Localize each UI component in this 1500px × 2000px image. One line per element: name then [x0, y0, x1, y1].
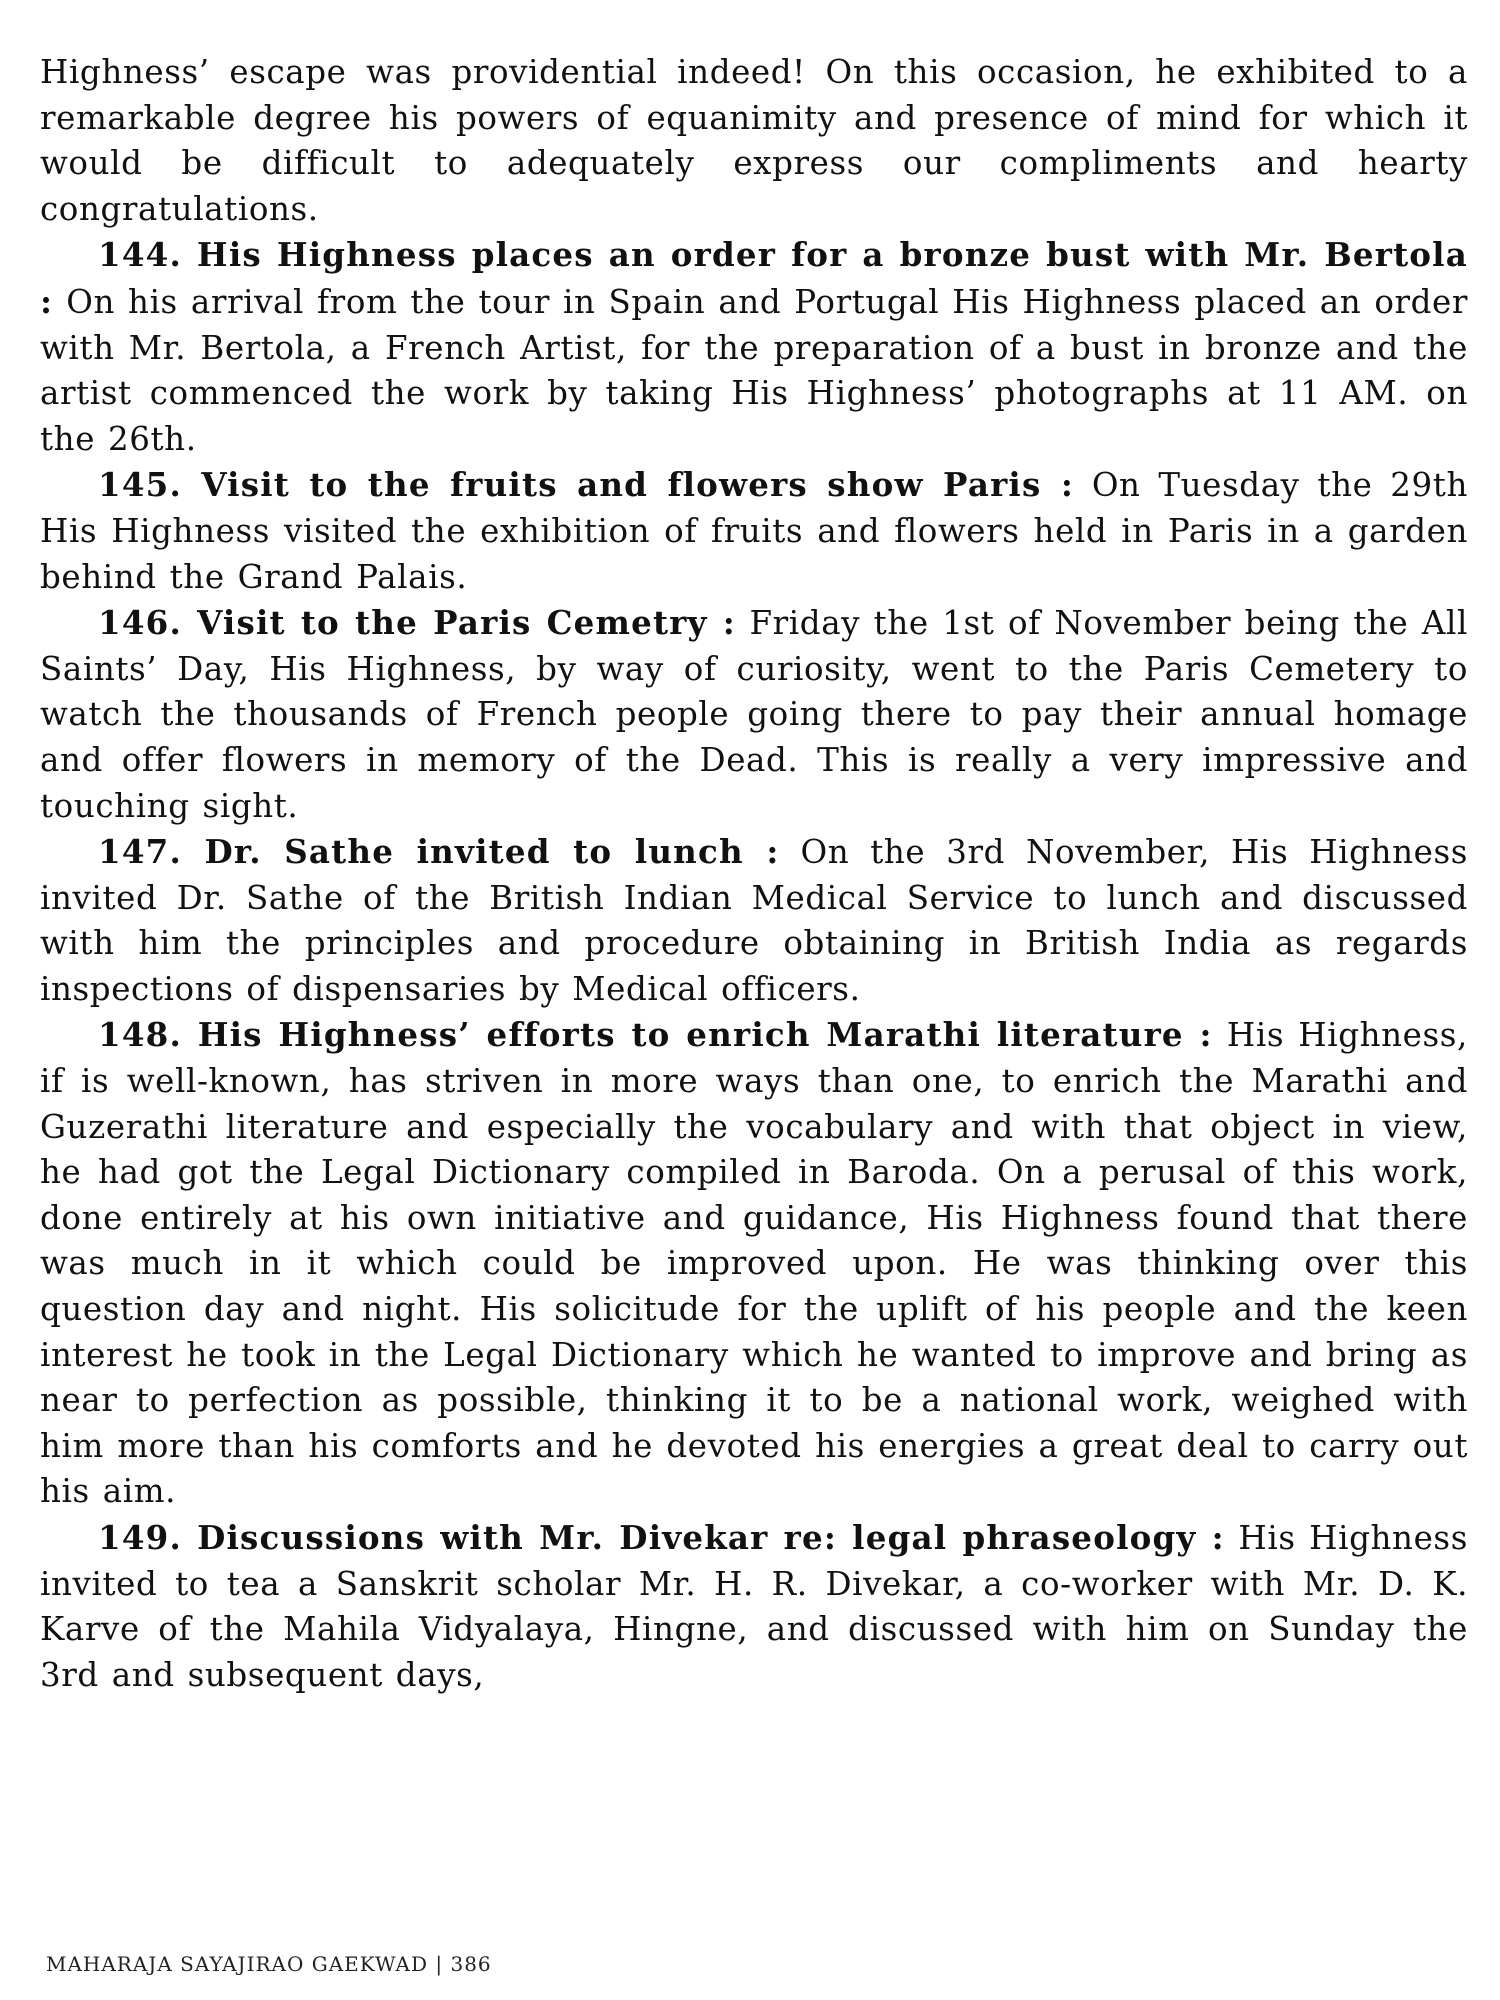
- paragraph-heading: 149. Discussions with Mr. Divekar re: legal phraseology :: [98, 1518, 1225, 1557]
- paragraph-heading: 146. Visit to the Paris Cemetry :: [98, 603, 736, 643]
- paragraph-146: [40, 600, 1468, 829]
- paragraph-text: His Highness, if is well-known, has striven in more ways than one, to enrich the Marathi and Guzerathi literature and especially the vocabulary and with that object in view, he had got the Legal Dictionary compiled in Baroda. On a perusal of this work, done entirely at his own initiative and guidance, His Highness found that there was much in it which could be improved upon. He was thinking over this question day and night. His solicitude for the uplift of his people and the keen interest he took in the Legal Dictionary which he wanted to improve and bring as near to perfection as possible, thinking it to be a national work, weighed with him more than his comforts and he devoted his energies a great deal to carry out his aim.: [40, 1016, 1468, 1511]
- paragraph-148: [40, 1012, 1468, 1515]
- paragraph-heading: 148. His Highness’ efforts to enrich Marathi literature :: [98, 1015, 1213, 1055]
- paragraph-145: [40, 462, 1468, 600]
- continued-paragraph: Highness’ escape was providential indeed! On this occasion, he exhibited to a remarkable degree his powers of equanimity and presence of mind for which it would be difficult to adequately express our compliments and hearty congratulations.: [40, 53, 1468, 228]
- page-footer: MAHARAJA SAYAJIRAO GAEKWAD | 386: [46, 1952, 492, 1976]
- paragraph-text: On the 3rd November, His Highness invited Dr. Sathe of the British Indian Medical Service to lunch and discussed with him the principles and procedure obtaining in British India as regards inspections of dispensaries by Medical officers.: [40, 833, 1468, 1008]
- paragraph-heading: 144. His Highness places an order for a bronze bust with Mr. Bertola :: [40, 235, 1468, 321]
- paragraph-text: On Tuesday the 29th His Highness visited the exhibition of fruits and flowers held in Paris in a garden behind the Grand Palais.: [40, 466, 1468, 596]
- paragraph-144: [40, 232, 1468, 462]
- paragraph-heading: 147. Dr. Sathe invited to lunch :: [98, 832, 780, 872]
- paragraph-149: [40, 1515, 1468, 1698]
- paragraph-text: His Highness invited to tea a Sanskrit scholar Mr. H. R. Divekar, a co-worker with Mr. D. K. Karve of the Mahila Vidyalaya, Hingne, and discussed with him on Sunday the 3rd and subsequent days,: [40, 1519, 1468, 1694]
- paragraph-heading: 145. Visit to the fruits and flowers show Paris :: [98, 465, 1075, 505]
- page-body: [40, 50, 1468, 1698]
- paragraph-text: Friday the 1st of November being the All Saints’ Day, His Highness, by way of curiosity, went to the Paris Cemetery to watch the thousands of French people going there to pay their annual homage and offer flowers in memory of the Dead. This is really a very impressive and touching sight.: [40, 604, 1468, 825]
- paragraph-text: On his arrival from the tour in Spain and Portugal His Highness placed an order with Mr. Bertola, a French Artist, for the preparation of a bust in bronze and the artist commenced the work by taking His Highness’ photographs at 11 AM. on the 26th.: [40, 282, 1468, 458]
- paragraph-147: [40, 829, 1468, 1012]
